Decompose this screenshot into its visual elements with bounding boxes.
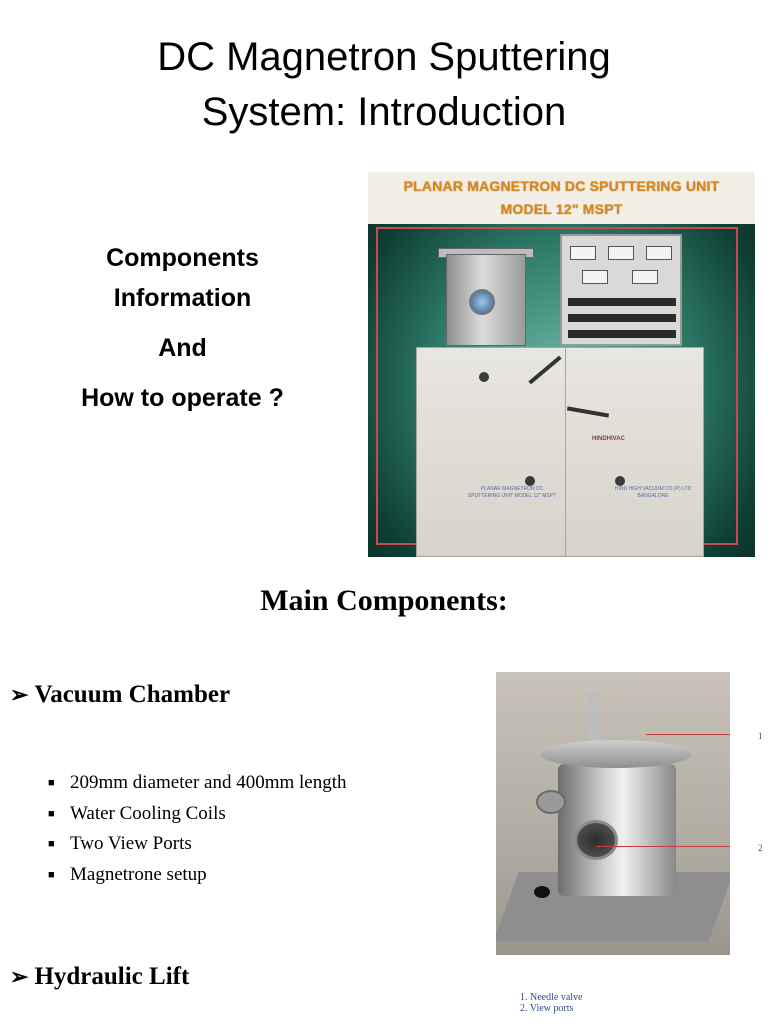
pointer-line-2 <box>596 846 730 847</box>
square-bullet-icon: ■ <box>48 868 55 881</box>
vacuum-chamber-list <box>48 768 347 890</box>
cabinet-label-right: HIND HIGH VACUUM CO.(P) LTD BANGALORE <box>614 486 692 499</box>
sputtering-unit-photo <box>368 172 755 557</box>
list-item <box>48 799 347 830</box>
meter-icon <box>608 246 634 260</box>
main-components-heading: Main Components: <box>260 584 508 617</box>
intro-line-and: And <box>158 334 207 362</box>
hydraulic-lift-label: Hydraulic Lift <box>34 963 190 990</box>
meter-icon <box>570 246 596 260</box>
cabinet-illustration <box>416 347 704 557</box>
needle-valve-icon <box>588 692 598 742</box>
photo-caption-title: PLANAR MAGNETRON DC SPUTTERING UNIT <box>403 178 720 194</box>
pointer-line-1 <box>646 734 730 735</box>
meter-icon <box>582 270 608 284</box>
page-title-line1: DC Magnetron Sputtering <box>157 35 611 79</box>
intro-line-components: Components <box>106 244 259 272</box>
knob-icon <box>534 886 550 898</box>
intro-line-information: Information <box>113 284 252 312</box>
page-title <box>0 30 768 140</box>
arrow-bullet-icon: ➢ <box>10 964 29 989</box>
vacuum-chamber-photo <box>496 672 730 955</box>
intro-text <box>40 238 325 418</box>
knob-icon <box>525 476 535 486</box>
cabinet-label-left: PLANAR MAGNETRON DC SPUTTERING UNIT MODEL 12" MSPT <box>467 486 557 499</box>
page-title-line2: System: Introduction <box>201 90 567 134</box>
vacuum-chamber-label: Vacuum Chamber <box>34 681 231 708</box>
photo-marker-1: 1 <box>758 731 763 741</box>
knob-icon <box>615 476 625 486</box>
arrow-bullet-icon: ➢ <box>10 682 29 707</box>
knob-icon <box>479 372 489 382</box>
panel-slot <box>568 314 676 322</box>
view-port-icon <box>574 820 618 860</box>
photo-legend <box>520 992 582 1014</box>
list-item-text: Magnetrone setup <box>70 863 207 885</box>
handle-icon <box>528 356 561 385</box>
brand-logo: HINDHIVAC <box>592 436 625 442</box>
square-bullet-icon: ■ <box>48 807 55 820</box>
handle-icon <box>567 406 609 417</box>
hydraulic-lift-heading <box>10 963 189 991</box>
square-bullet-icon: ■ <box>48 838 55 850</box>
square-bullet-icon: ■ <box>48 777 55 789</box>
intro-line-operate: How to operate ? <box>81 384 284 412</box>
chamber-top-plate <box>540 740 692 768</box>
list-item-text: 209mm diameter and 400mm length <box>70 772 347 793</box>
side-port-icon <box>536 790 566 814</box>
photo-caption-model: MODEL 12" MSPT <box>500 201 623 217</box>
list-item-text: Two View Ports <box>70 833 192 854</box>
meter-icon <box>632 270 658 284</box>
vacuum-chamber-heading <box>10 681 230 709</box>
legend-item-needle-valve: 1. Needle valve <box>520 992 583 1003</box>
view-port-icon <box>469 289 495 315</box>
panel-slot <box>568 298 676 306</box>
control-panel-illustration <box>560 234 682 346</box>
list-item <box>48 829 347 860</box>
list-item <box>48 768 347 799</box>
meter-icon <box>646 246 672 260</box>
chamber-illustration <box>446 254 526 346</box>
panel-slot <box>568 330 676 338</box>
photo-marker-2: 2 <box>758 843 763 853</box>
cabinet-divider <box>565 348 566 556</box>
list-item <box>48 860 347 891</box>
list-item-text: Water Cooling Coils <box>70 802 226 824</box>
legend-item-view-ports: 2. View ports <box>520 1003 574 1014</box>
